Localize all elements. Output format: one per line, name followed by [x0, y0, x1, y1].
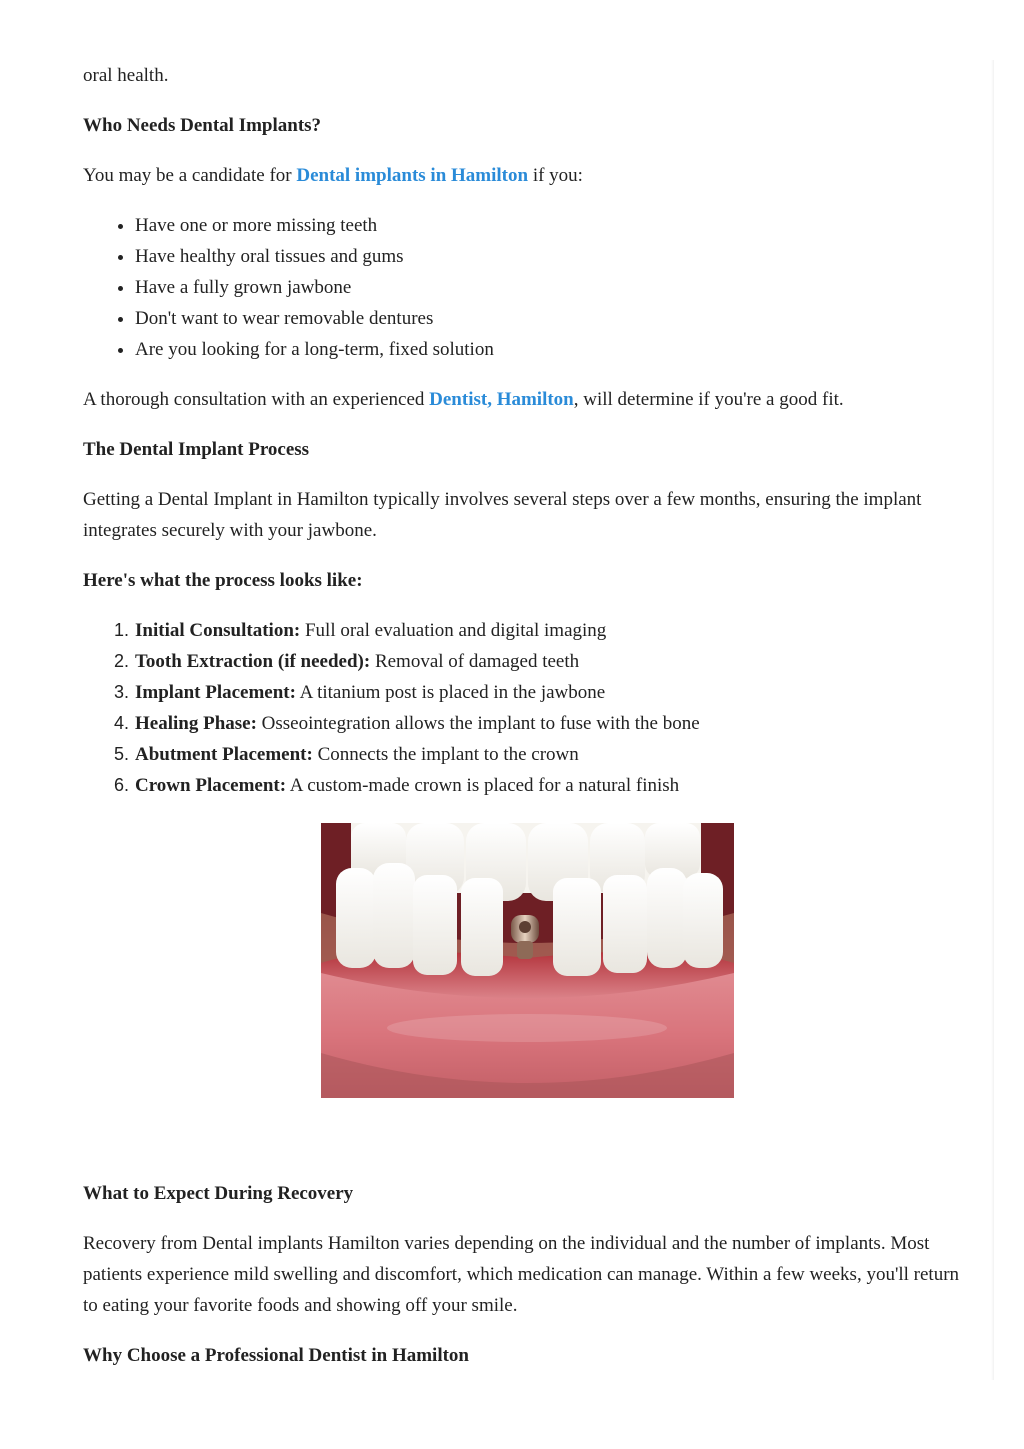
consult-after: , will determine if you're a good fit. [573, 389, 844, 410]
step-title: Initial Consultation: [135, 620, 301, 641]
list-item: • Don't want to wear removable dentures [135, 303, 963, 334]
intro-tail-text: oral health. [83, 65, 169, 86]
step-item [114, 615, 963, 646]
step-number: 6. [114, 775, 130, 795]
heading-implant-process: The Dental Implant Process [83, 439, 310, 460]
heading-recovery: What to Expect During Recovery [83, 1183, 354, 1204]
step-number: 1. [114, 620, 130, 640]
step-title: Tooth Extraction (if needed): [135, 651, 371, 672]
step-text: Removal of damaged teeth [370, 651, 580, 672]
step-item [114, 677, 963, 708]
step-item [114, 739, 963, 770]
candidate-lead-before: You may be a candidate for [83, 165, 297, 186]
step-title: Crown Placement: [135, 775, 287, 796]
step-item [114, 646, 963, 677]
recovery-and-why-section [83, 1178, 963, 1371]
step-title: Implant Placement: [135, 682, 296, 703]
list-item: • Have a fully grown jawbone [135, 272, 963, 303]
link-dentist-hamilton[interactable]: Dentist, Hamilton [429, 389, 574, 410]
article-body [83, 60, 963, 801]
step-text: Osseointegration allows the implant to fuse with the bone [256, 713, 700, 734]
candidate-lead-after: if you: [528, 165, 583, 186]
list-item: • Have one or more missing teeth [135, 210, 963, 241]
page-edge-shadow [991, 60, 994, 1380]
list-item: • Are you looking for a long-term, fixed solution [135, 334, 963, 365]
recovery-body: Recovery from Dental implants Hamilton varies depending on the individual and the number of implants. Most patients experience mild swelling and discomfort, which medication can manage. Within a few weeks, you'll return to eating your favorite foods and showing off your smile. [83, 1233, 960, 1316]
consult-before: A thorough consultation with an experienced [83, 389, 430, 410]
step-item [114, 770, 963, 801]
step-number: 4. [114, 713, 130, 733]
candidate-list [83, 210, 963, 365]
process-intro: Getting a Dental Implant in Hamilton typically involves several steps over a few months, ensuring the implant integrates securely with your jawbone. [83, 489, 922, 541]
heading-why-choose-dentist: Why Choose a Professional Dentist in Hamilton [83, 1345, 470, 1366]
step-title: Abutment Placement: [135, 744, 313, 765]
step-text: Connects the implant to the crown [312, 744, 579, 765]
step-number: 3. [114, 682, 130, 702]
step-title: Healing Phase: [135, 713, 257, 734]
step-item [114, 708, 963, 739]
candidate-lead [83, 160, 963, 191]
heading-who-needs-implants: Who Needs Dental Implants? [83, 115, 322, 136]
step-text: A titanium post is placed in the jawbone [295, 682, 606, 703]
step-text: A custom-made crown is placed for a natural finish [286, 775, 680, 796]
step-number: 2. [114, 651, 130, 671]
list-item: • Have healthy oral tissues and gums [135, 241, 963, 272]
link-dental-implants-hamilton[interactable]: Dental implants in Hamilton [296, 165, 529, 186]
process-steps-list [83, 615, 963, 801]
step-number: 5. [114, 744, 130, 764]
heading-process-looks-like: Here's what the process looks like: [83, 570, 363, 591]
step-text: Full oral evaluation and digital imaging [300, 620, 607, 641]
consultation-sentence [83, 384, 963, 415]
dental-implant-photo [321, 823, 734, 1098]
